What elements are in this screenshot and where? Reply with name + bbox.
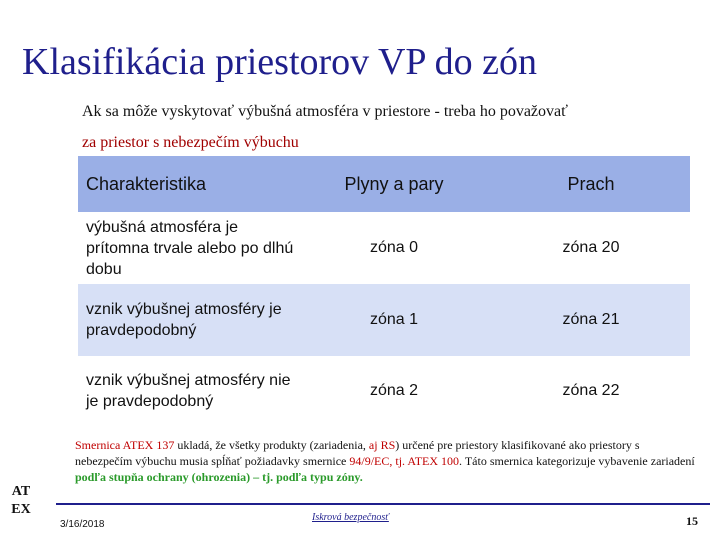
footer-divider — [56, 503, 710, 505]
directive-highlight-rs: aj RS — [368, 438, 396, 452]
directive-name: Smernica ATEX 137 — [75, 438, 175, 452]
atex-logo-line-2: EX — [11, 502, 31, 517]
zone-classification-table — [78, 156, 690, 426]
row-dust-zone: zóna 20 — [562, 239, 620, 256]
row-gas-zone: zóna 1 — [369, 311, 419, 328]
slide-subtitle — [82, 96, 702, 158]
row-gas-zone: zóna 2 — [369, 382, 419, 399]
atex-directive-note — [75, 437, 697, 485]
header-characteristic: Charakteristika — [86, 173, 207, 194]
slide-title: Klasifikácia priestorov VP do zón — [22, 41, 538, 83]
subtitle-line-1: Ak sa môže vyskytovať výbušná atmosféra v priestore - treba ho považovať — [82, 103, 568, 120]
directive-text-1: ukladá, že všetky produkty (zariadenia, — [174, 438, 369, 452]
directive-text-3: . Táto smernica kategorizuje vybavenie zariadení — [459, 454, 695, 468]
atex-logo-line-1: AT — [11, 484, 31, 499]
footer-date: 3/16/2018 — [60, 519, 105, 530]
atex-logo — [4, 483, 38, 519]
row-characteristic: vznik výbušnej atmosféry je pravdepodobný — [86, 301, 282, 339]
table-header-row — [78, 156, 690, 212]
row-gas-zone: zóna 0 — [369, 239, 419, 256]
header-dust: Prach — [567, 173, 615, 194]
directive-protection-level: podľa stupňa ochrany (ohrozenia) – tj. podľa typu zóny. — [75, 470, 363, 484]
table-row — [78, 212, 690, 284]
footer-topic: Iskrová bezpečnosť — [312, 512, 389, 523]
directive-text-2: ) určené pre priestory klasifikované ako priestory s nebezpečím výbuchu musia spĺňať požiadavky smernice — [75, 438, 640, 468]
header-gases: Plyny a pary — [344, 173, 444, 194]
directive-atex-100: 94/9/EC, tj. ATEX 100 — [349, 454, 460, 468]
row-dust-zone: zóna 21 — [562, 311, 620, 328]
table-row — [78, 284, 690, 356]
page-number: 15 — [686, 514, 698, 528]
row-characteristic: výbušná atmosféra je prítomna trvale alebo po dlhú dobu — [86, 218, 294, 278]
row-characteristic: vznik výbušnej atmosféry nie je pravdepodobný — [86, 372, 291, 410]
row-dust-zone: zóna 22 — [562, 382, 620, 399]
subtitle-line-2: za priestor s nebezpečím výbuchu — [82, 134, 299, 151]
table-row — [78, 356, 690, 426]
